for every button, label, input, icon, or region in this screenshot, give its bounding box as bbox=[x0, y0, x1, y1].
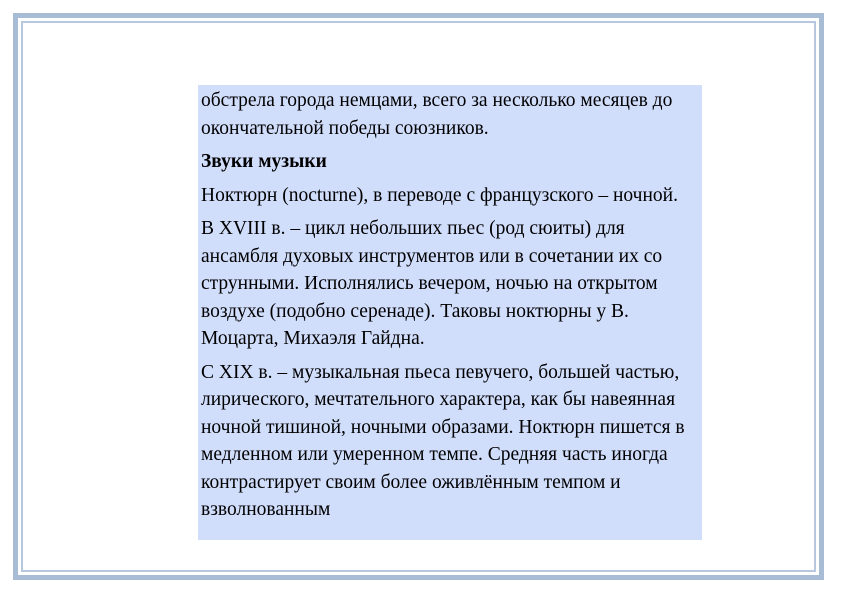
section-heading: Звуки музыки bbox=[201, 151, 327, 172]
text-box bbox=[198, 85, 702, 540]
paragraph-intro: обстрела города немцами, всего за несколько месяцев до окончательной победы союзников. bbox=[201, 90, 673, 139]
paragraph-18th-century: В XVIII в. – цикл небольших пьес (род сюиты) для ансамбля духовых инструментов или в сочетании их со струнными. Исполнялись вечером, ночью на открытом воздухе (подобно серенаде). Таковы ноктюрны у В. Моцарта, Михаэля Гайдна. bbox=[201, 218, 663, 349]
paragraph-19th-century: С XIX в. – музыкальная пьеса певучего, большей частью, лирического, мечтательного характера, как бы навеянная ночной тишиной, ночными образами. Ноктюрн пишется в медленном или умеренном темпе. Средняя часть иногда контрастирует своим более оживлённым темпом и взволнованным bbox=[201, 361, 685, 520]
paragraph-definition: Ноктюрн (nocturne), в переводе с французского – ночной. bbox=[201, 184, 678, 206]
